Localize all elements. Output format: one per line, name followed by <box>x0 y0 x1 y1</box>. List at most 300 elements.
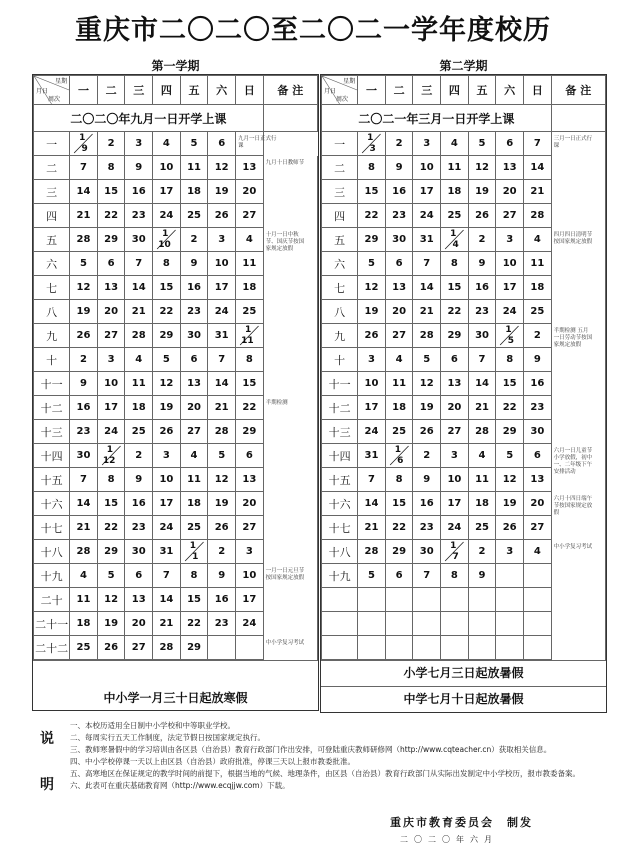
remark-cell <box>551 204 605 228</box>
date-cell: 29 <box>441 324 469 348</box>
semester-1 <box>32 58 319 711</box>
week-row <box>34 636 318 660</box>
day-number: 1 <box>79 133 86 143</box>
week-number: 二十 <box>34 588 70 612</box>
remark-cell <box>551 348 605 372</box>
date-cell: 27 <box>385 324 413 348</box>
date-cell: 21 <box>413 300 441 324</box>
month-start-split <box>181 540 208 563</box>
note-line: 六、此表可在重庆基础教育网（http://www.ecqjjw.com）下载。 <box>70 781 290 790</box>
date-cell: 5 <box>70 252 98 276</box>
date-cell: 8 <box>496 348 524 372</box>
date-cell: 21 <box>70 204 98 228</box>
date-cell: 6 <box>236 444 264 468</box>
date-cell <box>180 540 208 564</box>
day-number: 1 <box>505 325 512 335</box>
date-cell: 12 <box>208 156 236 180</box>
week-row <box>34 420 318 444</box>
date-cell: 3 <box>153 444 181 468</box>
month-number: 1 <box>192 552 199 562</box>
week-row <box>322 324 606 348</box>
remark-cell <box>263 516 317 540</box>
date-cell: 13 <box>236 156 264 180</box>
remark-cell <box>263 420 317 444</box>
week-row <box>34 276 318 300</box>
week-number: 六 <box>34 252 70 276</box>
month-number: 6 <box>397 456 404 466</box>
date-cell: 19 <box>208 180 236 204</box>
date-cell: 8 <box>180 564 208 588</box>
date-cell: 14 <box>358 492 386 516</box>
date-cell: 17 <box>441 492 469 516</box>
remark-cell <box>263 252 317 276</box>
date-cell: 3 <box>236 540 264 564</box>
date-cell: 13 <box>180 372 208 396</box>
date-cell: 17 <box>153 180 181 204</box>
date-cell: 20 <box>180 396 208 420</box>
week-row <box>322 612 606 636</box>
date-cell: 9 <box>125 468 153 492</box>
date-cell: 9 <box>208 564 236 588</box>
date-cell: 26 <box>97 636 125 660</box>
date-cell: 15 <box>496 372 524 396</box>
date-cell: 19 <box>97 612 125 636</box>
date-cell <box>385 636 413 660</box>
date-cell: 28 <box>125 324 153 348</box>
remark-cell <box>263 372 317 396</box>
date-cell: 9 <box>524 348 552 372</box>
note-line: 四、中小学校停课一天以上由区县（自治县）政府批准，停课三天以上报市教委批准。 <box>70 757 355 766</box>
date-cell: 8 <box>236 348 264 372</box>
date-cell: 16 <box>180 276 208 300</box>
date-cell <box>70 132 98 156</box>
week-row <box>34 444 318 468</box>
date-cell: 25 <box>441 204 469 228</box>
date-cell: 28 <box>208 420 236 444</box>
date-cell: 30 <box>524 420 552 444</box>
date-cell: 16 <box>70 396 98 420</box>
date-cell <box>441 228 469 252</box>
date-cell: 10 <box>496 252 524 276</box>
date-cell: 16 <box>208 588 236 612</box>
week-number: 十四 <box>34 444 70 468</box>
date-cell: 13 <box>441 372 469 396</box>
date-cell: 25 <box>180 516 208 540</box>
date-cell <box>236 636 264 660</box>
week-row <box>34 612 318 636</box>
date-cell: 2 <box>524 324 552 348</box>
date-cell <box>358 588 386 612</box>
date-cell <box>468 588 496 612</box>
note-line: 三、教师寒暑假中的学习培训由各区县（自治县）教育行政部门作出安排，可登陆重庆教师研修网（http://www.cqteacher.cn）获取相关信息。 <box>70 745 552 754</box>
date-cell: 5 <box>413 348 441 372</box>
week-number: 一 <box>34 132 70 156</box>
date-cell: 12 <box>153 372 181 396</box>
remark-text: 中小学复习考试 <box>265 639 305 646</box>
day-number: 1 <box>189 541 196 551</box>
date-cell: 18 <box>180 492 208 516</box>
date-cell: 28 <box>153 636 181 660</box>
remark-header: 备 注 <box>551 76 605 105</box>
remark-cell <box>551 420 605 444</box>
date-cell: 12 <box>413 372 441 396</box>
header-corner <box>34 76 70 105</box>
date-cell: 23 <box>468 300 496 324</box>
date-cell: 17 <box>153 492 181 516</box>
week-row <box>322 516 606 540</box>
date-cell: 8 <box>358 156 386 180</box>
date-cell: 12 <box>208 468 236 492</box>
remark-text: 四月四日清明节按国家规定放假 <box>553 231 593 245</box>
week-row <box>322 156 606 180</box>
date-cell <box>413 636 441 660</box>
week-row <box>322 468 606 492</box>
date-cell: 8 <box>97 468 125 492</box>
remark-cell <box>263 564 317 588</box>
date-cell: 29 <box>236 420 264 444</box>
date-cell: 7 <box>125 252 153 276</box>
week-number: 十七 <box>34 516 70 540</box>
date-cell: 12 <box>496 468 524 492</box>
date-cell: 14 <box>208 372 236 396</box>
date-cell: 25 <box>180 204 208 228</box>
date-cell <box>385 588 413 612</box>
sem2-calendar-table <box>321 75 606 660</box>
date-cell <box>153 228 181 252</box>
date-cell: 16 <box>413 492 441 516</box>
date-cell: 6 <box>496 132 524 156</box>
date-cell: 28 <box>468 420 496 444</box>
semester-2-table-frame <box>320 74 607 713</box>
date-cell: 22 <box>441 300 469 324</box>
week-number: 十八 <box>34 540 70 564</box>
date-cell: 15 <box>97 180 125 204</box>
semester-start-row <box>34 105 318 132</box>
issue-date: 二〇二〇年六月 <box>400 835 498 844</box>
date-cell: 18 <box>70 612 98 636</box>
week-row <box>34 180 318 204</box>
remark-cell <box>551 324 605 348</box>
date-cell <box>413 612 441 636</box>
remark-cell <box>263 228 317 252</box>
date-cell: 7 <box>208 348 236 372</box>
date-cell: 23 <box>208 612 236 636</box>
date-cell: 28 <box>524 204 552 228</box>
month-number: 12 <box>102 456 116 466</box>
week-row <box>322 444 606 468</box>
date-cell: 26 <box>70 324 98 348</box>
date-cell: 3 <box>208 228 236 252</box>
date-cell: 26 <box>208 516 236 540</box>
semester-2-title: 第二学期 <box>439 59 488 73</box>
month-start-split <box>236 324 263 347</box>
date-cell: 23 <box>385 204 413 228</box>
date-cell: 19 <box>496 492 524 516</box>
header-row <box>322 76 606 105</box>
weekday-header: 一 <box>358 76 386 105</box>
date-cell: 4 <box>524 540 552 564</box>
date-cell <box>385 612 413 636</box>
date-cell: 29 <box>153 324 181 348</box>
date-cell: 8 <box>441 252 469 276</box>
date-cell: 20 <box>524 492 552 516</box>
remark-cell <box>263 492 317 516</box>
date-cell: 17 <box>358 396 386 420</box>
week-number: 十六 <box>322 492 358 516</box>
date-cell: 19 <box>208 492 236 516</box>
weekday-header: 六 <box>208 76 236 105</box>
week-row <box>34 132 318 156</box>
week-row <box>322 276 606 300</box>
date-cell: 22 <box>236 396 264 420</box>
week-number: 十九 <box>322 564 358 588</box>
date-cell: 5 <box>358 564 386 588</box>
date-cell: 7 <box>468 348 496 372</box>
semester-2 <box>320 58 607 713</box>
date-cell: 25 <box>524 300 552 324</box>
remark-cell <box>551 180 605 204</box>
date-cell: 15 <box>385 492 413 516</box>
date-cell: 20 <box>496 180 524 204</box>
week-number: 五 <box>322 228 358 252</box>
semester-1-table-frame <box>32 74 319 711</box>
date-cell <box>358 132 386 156</box>
date-cell <box>97 444 125 468</box>
date-cell: 11 <box>180 156 208 180</box>
day-number: 1 <box>394 445 402 455</box>
date-cell: 15 <box>236 372 264 396</box>
date-cell <box>441 612 469 636</box>
date-cell: 27 <box>524 516 552 540</box>
date-cell: 24 <box>208 300 236 324</box>
week-number: 十三 <box>34 420 70 444</box>
date-cell: 14 <box>70 492 98 516</box>
week-number: 二 <box>34 156 70 180</box>
note-line: 一、本校历适用全日制中小学校和中等职业学校。 <box>70 721 235 730</box>
date-cell: 26 <box>153 420 181 444</box>
date-cell: 31 <box>358 444 386 468</box>
week-number: 五 <box>34 228 70 252</box>
date-cell: 6 <box>385 252 413 276</box>
corner-week-label: 星期 <box>343 78 356 85</box>
date-cell: 13 <box>236 468 264 492</box>
date-cell: 17 <box>97 396 125 420</box>
week-number <box>322 636 358 660</box>
date-cell: 4 <box>441 132 469 156</box>
corner-month-label: 月日 <box>324 88 337 95</box>
week-number: 七 <box>322 276 358 300</box>
notes-label-2: 明 <box>40 777 54 793</box>
header-corner <box>322 76 358 105</box>
week-row <box>34 156 318 180</box>
date-cell: 29 <box>97 540 125 564</box>
remark-text: 一月一日元旦节按国家规定放假 <box>265 567 305 581</box>
month-start-split <box>441 540 468 563</box>
remark-cell <box>263 276 317 300</box>
week-row <box>34 372 318 396</box>
date-cell: 23 <box>524 396 552 420</box>
date-cell: 14 <box>524 156 552 180</box>
date-cell: 7 <box>524 132 552 156</box>
date-cell: 18 <box>125 396 153 420</box>
date-cell <box>468 636 496 660</box>
date-cell: 12 <box>70 276 98 300</box>
date-cell: 6 <box>180 348 208 372</box>
date-cell: 13 <box>125 588 153 612</box>
date-cell: 16 <box>468 276 496 300</box>
date-cell: 29 <box>358 228 386 252</box>
remark-cell <box>551 564 605 588</box>
date-cell: 14 <box>468 372 496 396</box>
date-cell <box>208 636 236 660</box>
date-cell: 31 <box>413 228 441 252</box>
week-number: 十九 <box>34 564 70 588</box>
date-cell: 15 <box>441 276 469 300</box>
remark-cell <box>551 252 605 276</box>
winter-break-text: 中小学一月三十日起放寒假 <box>33 660 318 710</box>
date-cell: 3 <box>358 348 386 372</box>
remark-cell <box>551 540 605 564</box>
date-cell: 23 <box>125 204 153 228</box>
semester-1-title: 第一学期 <box>151 59 200 73</box>
date-cell: 23 <box>180 300 208 324</box>
date-cell: 8 <box>153 252 181 276</box>
date-cell: 19 <box>153 396 181 420</box>
week-row <box>34 300 318 324</box>
date-cell: 7 <box>70 156 98 180</box>
date-cell: 28 <box>70 228 98 252</box>
week-number: 九 <box>322 324 358 348</box>
week-row <box>322 132 606 156</box>
remark-cell <box>551 636 605 660</box>
date-cell: 14 <box>70 180 98 204</box>
weekday-header: 四 <box>441 76 469 105</box>
corner-week-label: 星期 <box>55 78 68 85</box>
date-cell: 13 <box>496 156 524 180</box>
date-cell: 6 <box>125 564 153 588</box>
week-number <box>322 588 358 612</box>
month-start-split <box>496 324 523 347</box>
remark-cell <box>263 468 317 492</box>
week-row <box>322 348 606 372</box>
week-row <box>34 468 318 492</box>
date-cell: 16 <box>125 180 153 204</box>
week-row <box>322 252 606 276</box>
date-cell: 20 <box>236 492 264 516</box>
date-cell: 12 <box>97 588 125 612</box>
date-cell: 18 <box>236 276 264 300</box>
secondary-summer-break-text: 中学七月十日起放暑假 <box>321 686 606 712</box>
remark-cell <box>263 105 317 132</box>
remark-cell <box>263 324 317 348</box>
date-cell: 8 <box>385 468 413 492</box>
date-cell: 9 <box>180 252 208 276</box>
remark-cell <box>551 468 605 492</box>
date-cell: 31 <box>208 324 236 348</box>
date-cell: 7 <box>358 468 386 492</box>
date-cell: 10 <box>358 372 386 396</box>
date-cell: 11 <box>441 156 469 180</box>
date-cell: 30 <box>125 540 153 564</box>
remark-cell <box>263 348 317 372</box>
date-cell: 2 <box>70 348 98 372</box>
date-cell: 15 <box>180 588 208 612</box>
date-cell: 22 <box>97 204 125 228</box>
week-row <box>322 492 606 516</box>
week-row <box>322 588 606 612</box>
semester-start-text: 二〇二一年三月一日开学上课 <box>322 105 552 132</box>
date-cell: 18 <box>468 492 496 516</box>
date-cell: 27 <box>180 420 208 444</box>
day-number: 1 <box>450 229 457 239</box>
date-cell: 30 <box>413 540 441 564</box>
date-cell: 27 <box>441 420 469 444</box>
date-cell: 11 <box>468 468 496 492</box>
date-cell: 21 <box>468 396 496 420</box>
date-cell: 30 <box>468 324 496 348</box>
date-cell <box>496 564 524 588</box>
date-cell: 10 <box>413 156 441 180</box>
week-number: 三 <box>322 180 358 204</box>
date-cell: 24 <box>413 204 441 228</box>
date-cell: 10 <box>97 372 125 396</box>
week-row <box>34 564 318 588</box>
day-number: 1 <box>162 229 169 239</box>
note-line: 五、高寒地区在保证规定的教学时间的前提下，根据当地的气候、地理条件，由区县（自治县）教育行政部门从实际出发制定中小学校历，报市教委备案。 <box>70 769 580 778</box>
date-cell: 10 <box>153 156 181 180</box>
date-cell: 21 <box>358 516 386 540</box>
date-cell: 28 <box>70 540 98 564</box>
week-row <box>34 228 318 252</box>
date-cell <box>524 564 552 588</box>
week-number <box>322 612 358 636</box>
date-cell: 6 <box>441 348 469 372</box>
date-cell: 13 <box>97 276 125 300</box>
remark-cell <box>551 276 605 300</box>
week-number: 十四 <box>322 444 358 468</box>
date-cell <box>441 636 469 660</box>
date-cell: 20 <box>97 300 125 324</box>
date-cell: 18 <box>180 180 208 204</box>
date-cell: 19 <box>413 396 441 420</box>
date-cell: 21 <box>208 396 236 420</box>
date-cell: 11 <box>125 372 153 396</box>
week-row <box>34 252 318 276</box>
date-cell: 22 <box>153 300 181 324</box>
week-number: 十 <box>34 348 70 372</box>
remark-cell <box>551 588 605 612</box>
date-cell: 11 <box>385 372 413 396</box>
remark-text: 九月十日教师节 <box>265 159 305 166</box>
remark-cell <box>263 300 317 324</box>
date-cell: 26 <box>468 204 496 228</box>
corner-month-label: 月日 <box>36 88 49 95</box>
week-row <box>322 228 606 252</box>
date-cell <box>524 636 552 660</box>
weekday-header: 六 <box>496 76 524 105</box>
remark-cell <box>551 105 605 132</box>
date-cell <box>441 540 469 564</box>
date-cell: 27 <box>236 516 264 540</box>
weekday-header: 二 <box>97 76 125 105</box>
week-number: 二十一 <box>34 612 70 636</box>
day-number: 1 <box>245 325 252 335</box>
remark-text: 中小学复习考试 <box>553 543 593 550</box>
remark-cell <box>551 300 605 324</box>
date-cell: 2 <box>180 228 208 252</box>
date-cell: 5 <box>496 444 524 468</box>
remark-cell <box>263 444 317 468</box>
